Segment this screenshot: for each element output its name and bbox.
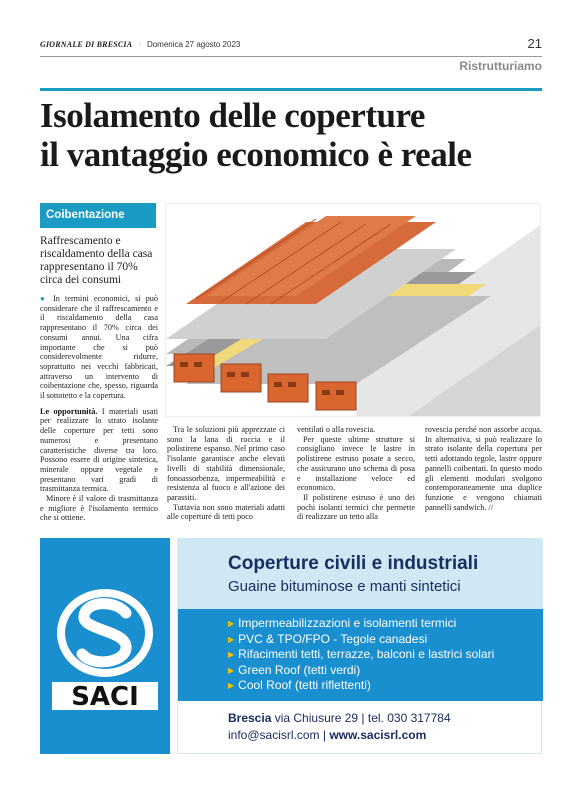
article-column-4	[425, 425, 542, 512]
ad-address: via Chiusure 29 | tel. 030 317784	[274, 711, 451, 725]
article-paragraph: ventilati o alla rovescia.	[297, 425, 376, 434]
masthead-rule	[40, 56, 542, 57]
section-label: Ristrutturiamo	[459, 59, 542, 73]
service-label: Impermeabilizzazioni e isolamenti termici	[238, 616, 457, 630]
bullet-icon: ●	[40, 294, 48, 303]
saci-logo	[46, 578, 164, 714]
ad-web-line	[228, 727, 451, 744]
lead-paragraph: Raffrescamento e riscaldamento della casa rappresentano il 70% circa dei consumi	[40, 235, 153, 286]
list-item	[228, 632, 494, 648]
triangle-bullet-icon: ▶	[228, 619, 235, 628]
ad-logo-panel	[40, 538, 170, 754]
subheading: Le opportunità.	[40, 406, 98, 416]
newspaper-name: GIORNALE DI BRESCIA	[40, 40, 133, 49]
article-paragraph: Tra le soluzioni più apprezzate ci sono la lana di roccia e il polistirene espanso. Nel primo caso l'isolante garantisce anche elevati livelli di stabilità dimensionale, fonoassorbenza, impermeabilità e resistenza al fuoco e all'azione dei parassiti.	[167, 425, 285, 502]
masthead-separator: ·	[138, 40, 141, 49]
ad-city: Brescia	[228, 711, 272, 725]
article-column-1	[40, 294, 158, 523]
ad-address-line	[228, 710, 451, 727]
page-number: 21	[527, 36, 542, 51]
service-label: Green Roof (tetti verdi)	[238, 662, 361, 677]
topic-tag: Coibentazione	[40, 203, 156, 228]
article-column-2	[167, 425, 285, 522]
triangle-bullet-icon: ▶	[228, 665, 235, 675]
headline-line-1: Isolamento delle coperture	[40, 96, 425, 135]
triangle-bullet-icon: ▶	[228, 650, 235, 660]
article-paragraph: Tuttavia non sono materiali adatti alle coperture di tetti poco	[167, 502, 285, 522]
headline	[40, 96, 540, 174]
roof-insulation-illustration	[165, 203, 541, 417]
ad-website-link[interactable]: www.sacisrl.com	[329, 728, 427, 742]
ad-content	[177, 538, 542, 754]
ad-brand: SACI	[71, 682, 139, 712]
ad-title: Coperture civili e industriali	[228, 553, 479, 574]
article-paragraph: Minore è il valore di trasmittanza e migliore è l'isolamento termico che si ottiene.	[40, 494, 158, 523]
list-item	[228, 647, 494, 663]
paragraph-text: I materiali usati per realizzare lo strato isolante delle coperture per tetti sono numerosi e presentano caratteristiche diverse tra loro. Possono essere di origine sintetica, minerale oppure vegetale e presentano vari gradi di trasmittanza termica.	[40, 406, 159, 494]
ad-subtitle: Guaine bituminose e manti sintetici	[228, 578, 461, 595]
service-label: Rifacimenti tetti, terrazze, balconi e lastrici solari	[238, 647, 495, 662]
roof-cutaway-image	[166, 204, 541, 417]
service-label: PVC & TPO/FPO - Tegole canadesi	[238, 631, 428, 646]
list-item	[228, 663, 494, 679]
saci-advertisement[interactable]	[40, 538, 542, 754]
triangle-bullet-icon: ▶	[228, 634, 235, 644]
saci-logo-icon	[46, 578, 164, 714]
article-paragraph	[40, 407, 158, 494]
article-paragraph: Il polistirene estruso è uno dei pochi isolanti termici che permette di realizzare un tetto alla	[297, 492, 415, 522]
service-label: Cool Roof (tetti riflettenti)	[238, 678, 371, 693]
paragraph-text: In termini economici, si può considerare che il raffrescamento e il riscaldamento della casa rappresentano il 70% circa dei consumi annui. Una cifra importante che si può considerevolmente ridurre, soprattutto nei vecchi fabbricati, attraverso un intervento di coibentazione che, spesso, riguarda il sottotetto e la copertura.	[40, 294, 158, 401]
ad-email[interactable]: info@sacisrl.com |	[228, 728, 330, 742]
section-rule	[40, 88, 542, 91]
headline-line-2: il vantaggio economico è reale	[40, 135, 472, 174]
article-column-3	[297, 425, 415, 522]
article-paragraph: Per queste ultime strutture si consigliano invece le lastre in polistirene estruso posate a secco, che assicurano uno schema di posa e installazione veloce ed economico.	[297, 434, 415, 493]
ad-contact	[228, 710, 451, 744]
triangle-bullet-icon: ▶	[228, 681, 235, 691]
issue-date: Domenica 27 agosto 2023	[146, 40, 241, 49]
list-item	[228, 678, 494, 694]
list-item	[228, 616, 494, 632]
ad-services-list	[228, 616, 494, 694]
article-paragraph	[40, 294, 158, 401]
article-paragraph: rovescia perché non assorbe acqua. In alternativa, si può realizzare lo strato isolante della copertura per tetti adottando tegole, lastre oppure pannelli coibentati. In questo modo gli elementi modulari svolgono contemporaneamente una duplice funzione e vengono chiamati pannelli sandwich. //	[425, 425, 542, 512]
